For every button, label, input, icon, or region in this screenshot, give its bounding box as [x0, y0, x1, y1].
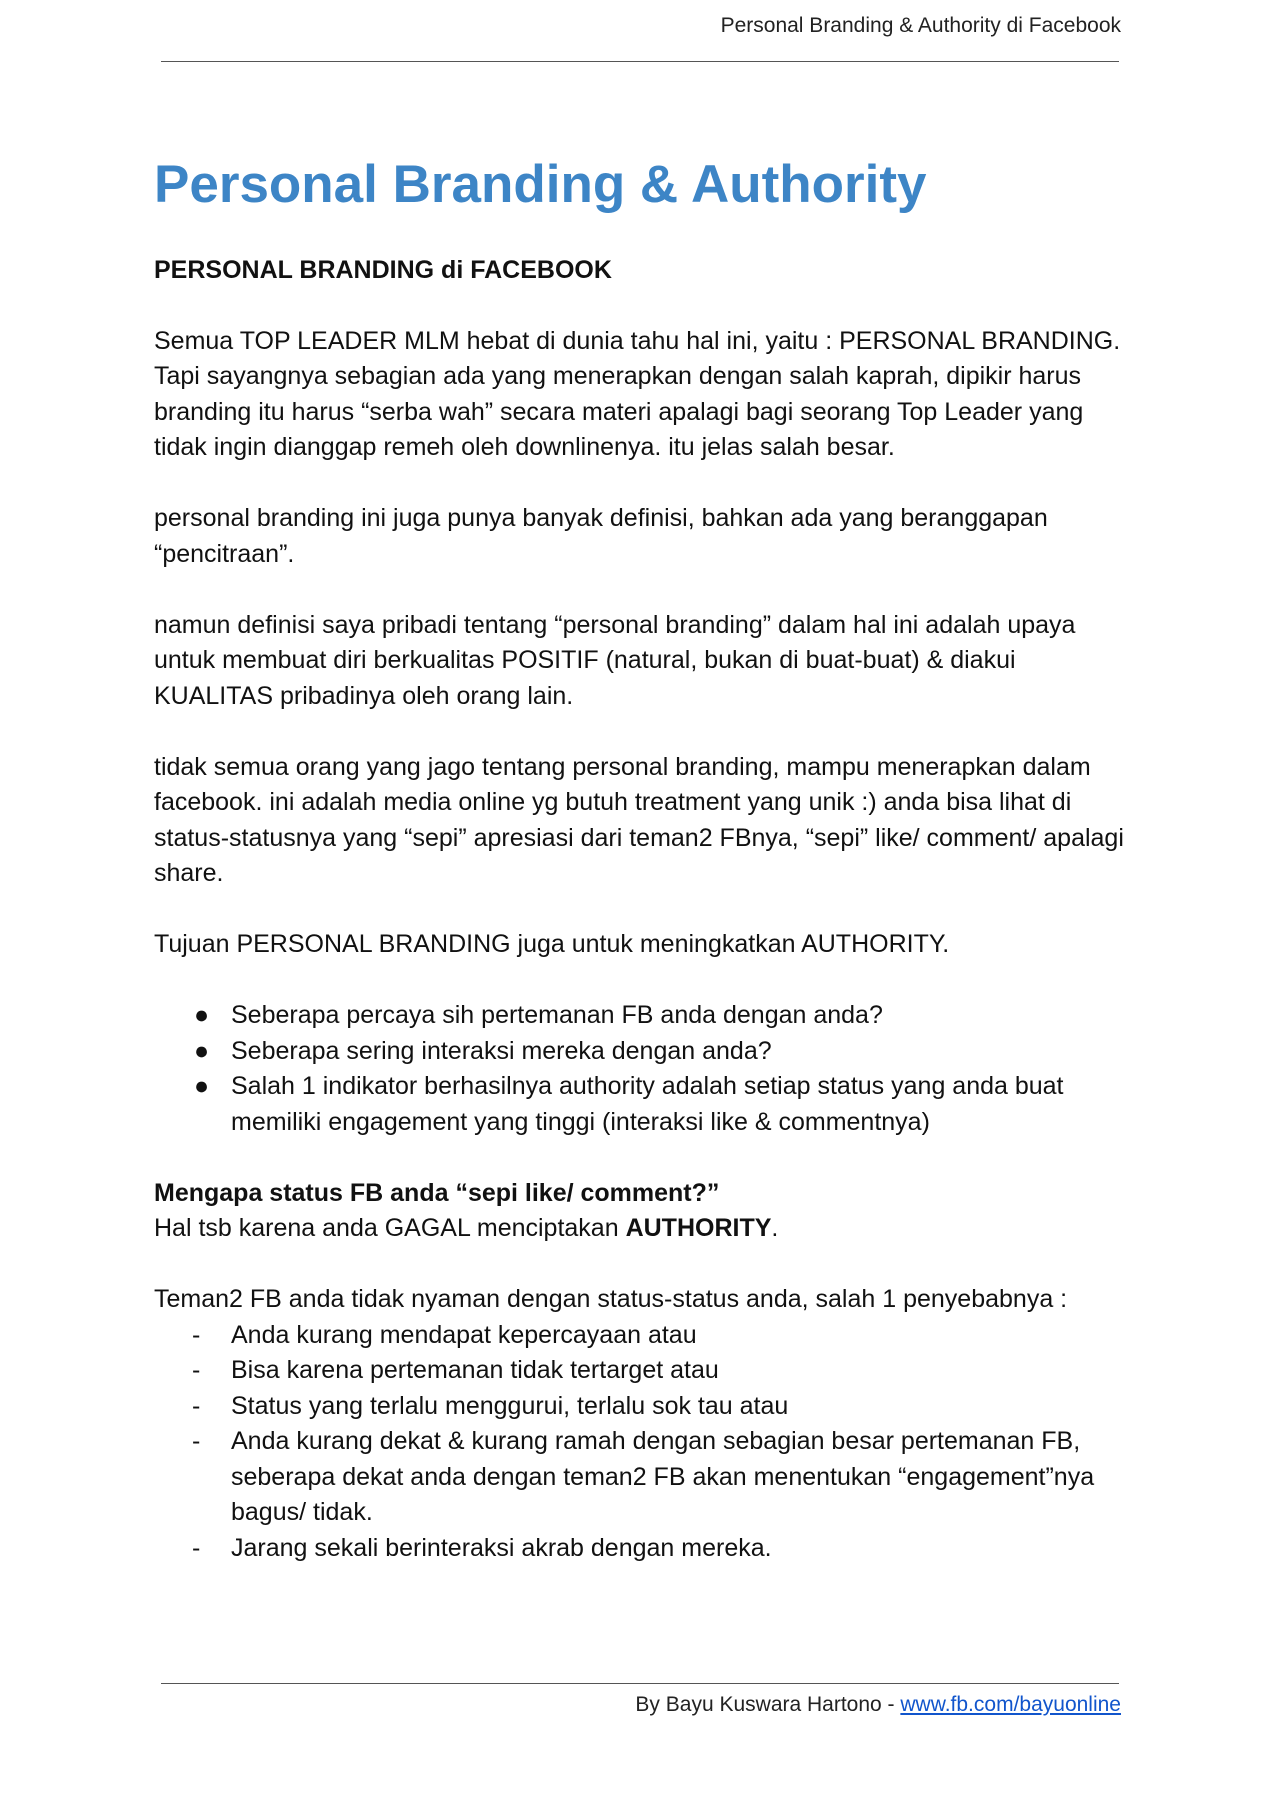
dash-marker: - [192, 1427, 201, 1455]
list-item [154, 1353, 1134, 1389]
bullet-marker: ● [194, 1036, 210, 1065]
bullet-list [154, 998, 1134, 1140]
list-item [154, 1389, 1134, 1425]
reasons-intro: Teman2 FB anda tidak nyaman dengan status-status anda, salah 1 penyebabnya : [154, 1285, 1068, 1313]
dash-list [154, 1318, 1134, 1567]
list-item-text: Anda kurang dekat & kurang ramah dengan sebagian besar pertemanan FB, seberapa dekat anda dengan teman2 FB akan menentukan “engagement”nya bagus/ tidak. [231, 1427, 1095, 1526]
section-subheading: PERSONAL BRANDING di FACEBOOK [154, 256, 612, 284]
footer-link[interactable]: www.fb.com/bayuonline [900, 1693, 1121, 1716]
list-item [154, 1034, 1134, 1070]
dash-marker: - [192, 1356, 201, 1384]
bullet-marker: ● [194, 1072, 210, 1100]
paragraph-facebook: tidak semua orang yang jago tentang personal branding, mampu menerapkan dalam facebook. ini adalah media online yg butuh treatment yang unik :) anda bisa lihat di status-statusnya yang “sepi” apresiasi dari teman2 FBnya, “sepi” like/ comment/ apalagi share. [154, 752, 1124, 887]
list-item [154, 998, 1134, 1034]
list-item-text: Status yang terlalu menggurui, terlalu sok tau atau [231, 1391, 789, 1420]
answer-emphasis: AUTHORITY [625, 1214, 772, 1242]
list-item-text: Anda kurang mendapat kepercayaan atau [231, 1320, 697, 1349]
footer-author: By Bayu Kuswara Hartono - [635, 1693, 901, 1716]
dash-marker: - [192, 1391, 201, 1420]
dash-marker: - [192, 1533, 201, 1562]
header-divider [161, 61, 1119, 62]
paragraph-definitions: personal branding ini juga punya banyak definisi, bahkan ada yang beranggapan “pencitraan”. [154, 504, 1048, 568]
paragraph-personal-definition: namun definisi saya pribadi tentang “personal branding” dalam hal ini adalah upaya untuk membuat diri berkualitas POSITIF (natural, bukan di buat-buat) & diakui KUALITAS pribadinya oleh orang lain. [154, 610, 1076, 710]
question-block [154, 1176, 1134, 1247]
footer-divider [161, 1683, 1119, 1684]
list-item [154, 1318, 1134, 1354]
answer-text: Hal tsb karena anda GAGAL menciptakan [154, 1214, 626, 1242]
list-item [154, 1531, 1134, 1567]
question-heading: Mengapa status FB anda “sepi like/ comment?” [154, 1178, 720, 1207]
list-item [154, 1069, 1134, 1140]
footer [635, 1693, 1121, 1717]
list-item-text: Seberapa percaya sih pertemanan FB anda dengan anda? [231, 1001, 883, 1029]
page-title: Personal Branding & Authority [154, 155, 927, 214]
answer-line [154, 1211, 1134, 1247]
list-item-text: Seberapa sering interaksi mereka dengan anda? [231, 1036, 772, 1065]
list-item [154, 1424, 1134, 1531]
paragraph-intro: Semua TOP LEADER MLM hebat di dunia tahu hal ini, yaitu : PERSONAL BRANDING. Tapi sayangnya sebagian ada yang menerapkan dengan salah kaprah, dipikir harus branding itu harus “serba wah” secara materi apalagi bagi seorang Top Leader yang tidak ingin dianggap remeh oleh downlinenya. itu jelas salah besar. [154, 326, 1121, 461]
dash-marker: - [192, 1320, 201, 1349]
list-item-text: Jarang sekali berinteraksi akrab dengan mereka. [231, 1533, 772, 1562]
paragraph-goal: Tujuan PERSONAL BRANDING juga untuk meningkatkan AUTHORITY. [154, 930, 950, 958]
page-content [154, 150, 1134, 1566]
list-item-text: Bisa karena pertemanan tidak tertarget atau [231, 1356, 719, 1384]
bullet-marker: ● [194, 1001, 210, 1029]
answer-period: . [771, 1214, 779, 1242]
list-item-text: Salah 1 indikator berhasilnya authority adalah setiap status yang anda buat memiliki engagement yang tinggi (interaksi like & commentnya) [231, 1072, 1064, 1136]
running-header: Personal Branding & Authority di Facebook [720, 14, 1121, 37]
